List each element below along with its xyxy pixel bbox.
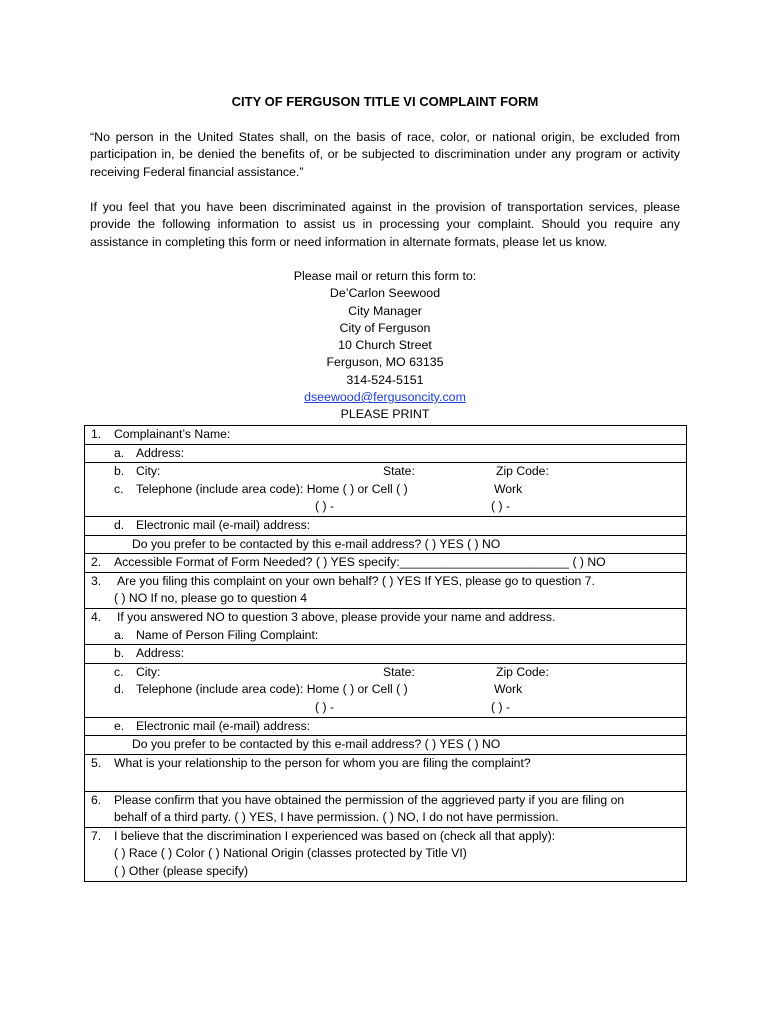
filer-work-phone-format: ( ) - (491, 699, 510, 714)
section-2-row (85, 554, 687, 573)
complainant-zip-label[interactable]: Zip Code: (496, 464, 549, 479)
complainant-contact-preference[interactable]: Do you prefer to be contacted by this e-mail address? ( ) YES ( ) NO (132, 536, 501, 551)
filer-email-label[interactable]: Electronic mail (e-mail) address: (136, 718, 311, 733)
section-1-b-mark: b. (114, 464, 125, 479)
intro-quote: “No person in the United States shall, on the basis of race, color, or national origin, be excluded from participation in, be denied the benefits of, or be subjected to discrimination under any program or activity receiving Federal financial assistance.” (90, 130, 680, 179)
section-1-c-mark: c. (114, 481, 124, 496)
complaint-form-table (84, 425, 687, 882)
section-4-email-row (85, 717, 687, 736)
section-7-number: 7. (91, 828, 102, 843)
form-title: CITY OF FERGUSON TITLE VI COMPLAINT FORM (231, 94, 539, 109)
discrimination-basis-question: I believe that the discrimination I experienced was based on (check all that apply): (114, 828, 556, 843)
filer-work-label[interactable]: Work (494, 682, 523, 697)
filer-state-label[interactable]: State: (383, 664, 415, 679)
intro-paragraph: If you feel that you have been discriminated against in the provision of transportation services, please provide the following information to assist us in processing your complaint. Should you require any assistance in completing this form or need information in alternate formats, please let us know. (90, 200, 680, 249)
complainant-state-label[interactable]: State: (383, 464, 415, 479)
filer-name-label[interactable]: Name of Person Filing Complaint: (136, 627, 319, 642)
section-4-d-mark: d. (114, 682, 125, 697)
accessible-format-question[interactable]: Accessible Format of Form Needed? ( ) YES specify:_________________________ ( ) NO (114, 555, 606, 570)
section-1-address-row (85, 444, 687, 463)
section-1-name-row (85, 426, 687, 445)
filer-telephone-label[interactable]: Telephone (include area code): Home ( ) or Cell ( ) (136, 682, 408, 697)
section-5-number: 5. (91, 755, 102, 770)
mail-heading: Please mail or return this form to: (293, 269, 477, 283)
section-4-intro-row (85, 608, 687, 644)
permission-question: Please confirm that you have obtained the permission of the aggrieved party if you are filing on (114, 792, 625, 807)
own-behalf-question[interactable]: Are you filing this complaint on your own behalf? ( ) YES If YES, please go to question 7. (117, 573, 595, 588)
section-2-number: 2. (91, 555, 102, 570)
section-1-contact-row (85, 535, 687, 554)
filer-zip-label[interactable]: Zip Code: (496, 664, 549, 679)
section-3-number: 3. (91, 573, 102, 588)
contact-org: City of Ferguson (339, 320, 431, 335)
complainant-home-phone-format: ( ) - (315, 499, 334, 514)
complainant-address-label[interactable]: Address: (136, 445, 185, 460)
contact-name: De’Carlon Seewood (329, 286, 441, 301)
discrimination-basis-options[interactable]: ( ) Race ( ) Color ( ) National Origin (classes protected by Title VI) (114, 846, 467, 861)
section-7-row (85, 827, 687, 881)
filer-home-phone-format: ( ) - (315, 699, 334, 714)
section-4-e-mark: e. (114, 718, 125, 733)
complainant-work-phone-format: ( ) - (491, 499, 510, 514)
section-4-address-row (85, 645, 687, 664)
section-1-a-mark: a. (114, 445, 125, 460)
section-1-email-row (85, 516, 687, 535)
print-note: PLEASE PRINT (340, 407, 430, 422)
mailing-address-block (0, 268, 770, 424)
complainant-name-label[interactable]: Complainant’s Name: (114, 427, 231, 441)
section-4-number: 4. (91, 609, 102, 624)
section-4-b-mark: b. (114, 646, 125, 661)
section-1-d-mark: d. (114, 517, 125, 532)
section-1-number: 1. (91, 427, 102, 441)
complainant-city-label[interactable]: City: (136, 464, 161, 479)
section-1-city-row (85, 463, 687, 517)
complainant-work-label[interactable]: Work (494, 481, 523, 496)
relationship-question[interactable]: What is your relationship to the person for whom you are filing the complaint? (114, 755, 531, 770)
filer-contact-preference[interactable]: Do you prefer to be contacted by this e-mail address? ( ) YES ( ) NO (132, 737, 501, 752)
section-4-contact-row (85, 736, 687, 755)
permission-options[interactable]: behalf of a third party. ( ) YES, I have permission. ( ) NO, I do not have permission. (114, 810, 559, 825)
complainant-email-label[interactable]: Electronic mail (e-mail) address: (136, 517, 311, 532)
contact-city-line: Ferguson, MO 63135 (326, 355, 444, 370)
filer-city-label[interactable]: City: (136, 664, 161, 679)
section-6-number: 6. (91, 792, 102, 807)
contact-street: 10 Church Street (338, 338, 432, 353)
section-6-row (85, 791, 687, 827)
filer-address-label[interactable]: Address: (136, 646, 185, 661)
section-4-a-mark: a. (114, 627, 125, 642)
contact-phone: 314-524-5151 (346, 372, 424, 387)
contact-position: City Manager (348, 303, 422, 318)
filer-info-instruction: If you answered NO to question 3 above, please provide your name and address. (117, 609, 556, 624)
section-5-row (85, 754, 687, 791)
section-4-city-row (85, 663, 687, 717)
section-3-row (85, 572, 687, 608)
own-behalf-no-option[interactable]: ( ) NO If no, please go to question 4 (114, 591, 308, 606)
complainant-telephone-label[interactable]: Telephone (include area code): Home ( ) or Cell ( ) (136, 481, 408, 496)
section-4-c-mark: c. (114, 664, 124, 679)
discrimination-other-option[interactable]: ( ) Other (please specify) (114, 864, 249, 879)
contact-email-link[interactable]: dseewood@fergusoncity.com (304, 390, 466, 405)
